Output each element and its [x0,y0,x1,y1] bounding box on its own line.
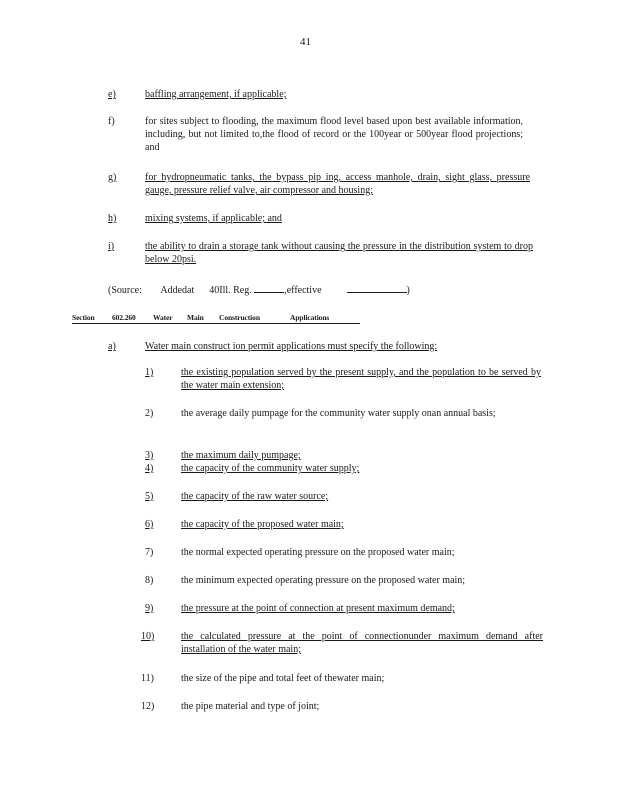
item-label: 5) [145,491,154,502]
section-title-word: Applications [290,313,330,322]
item-label: 10) [141,631,155,642]
item-text: the pipe material and type of joint; [181,701,320,712]
item-text: the capacity of the proposed water main; [181,519,344,530]
item-text: mixing systems, if applicable; and [145,213,282,224]
source-effective: ,effective [284,285,322,296]
source-prefix: (Source: [108,285,142,296]
item-text: the maximum daily pumpage; [181,450,301,461]
item-label: e) [108,89,116,100]
item-label: 8) [145,575,154,586]
item-label: 11) [141,673,154,684]
item-text: the size of the pipe and total feet of thewater main; [181,673,385,684]
item-text: the minimum expected operating pressure on the proposed water main; [181,575,466,586]
source-reg: 40Ill. Reg. [209,285,252,296]
item-label: 6) [145,519,154,530]
item-label: 12) [141,701,155,712]
item-text: the pressure at the point of connection at present maximum demand; [181,603,455,614]
source-note [108,283,528,297]
source-blank-1 [254,283,284,293]
section-number: 602.260 [112,313,136,322]
item-text: the average daily pumpage for the community water supply onan annual basis; [181,408,496,419]
item-text: the existing population served by the present supply, and the population to be served by the water main extension; [181,367,541,391]
item-label: 2) [145,408,154,419]
section-title-word: Water [153,313,173,322]
item-label: 7) [145,547,154,558]
source-blank-2 [347,283,407,293]
item-text: baffling arrangement, if applicable; [145,89,287,100]
item-text: the ability to drain a storage tank without causing the pressure in the distribution system to drop below 20psi. [145,241,533,265]
section-title-word: Main [187,313,204,322]
section-underline [72,323,360,324]
page-number: 41 [300,36,311,48]
item-label: a) [108,341,116,352]
item-label: 4) [145,463,154,474]
item-text: the calculated pressure at the point of connectionunder maximum demand after installation of the water main; [181,631,543,655]
item-text: for hydropneumatic tanks, the bypass pip ing, access manhole, drain, sight glass, pressure gauge, pressure relief valve, air compressor and housing; [145,172,530,196]
source-close: ) [406,285,410,296]
section-title-word: Construction [219,313,260,322]
item-label: i) [108,241,115,252]
item-label: h) [108,213,117,224]
item-label: 3) [145,450,154,461]
item-text: Water main construct ion permit applications must specify the following: [145,341,438,352]
item-label: f) [108,116,115,127]
item-text: the normal expected operating pressure on the proposed water main; [181,547,455,558]
item-text: the capacity of the raw water source; [181,491,329,502]
section-word: Section [72,313,95,322]
item-label: 9) [145,603,154,614]
source-added: Addedat [160,285,195,296]
item-label: 1) [145,367,154,378]
item-text: for sites subject to flooding, the maximum flood level based upon best available information, including, but not limited to,the flood of record or the 100year or 500year flood projections; and [145,116,523,153]
item-text: the capacity of the community water supply; [181,463,360,474]
item-label: g) [108,172,117,183]
